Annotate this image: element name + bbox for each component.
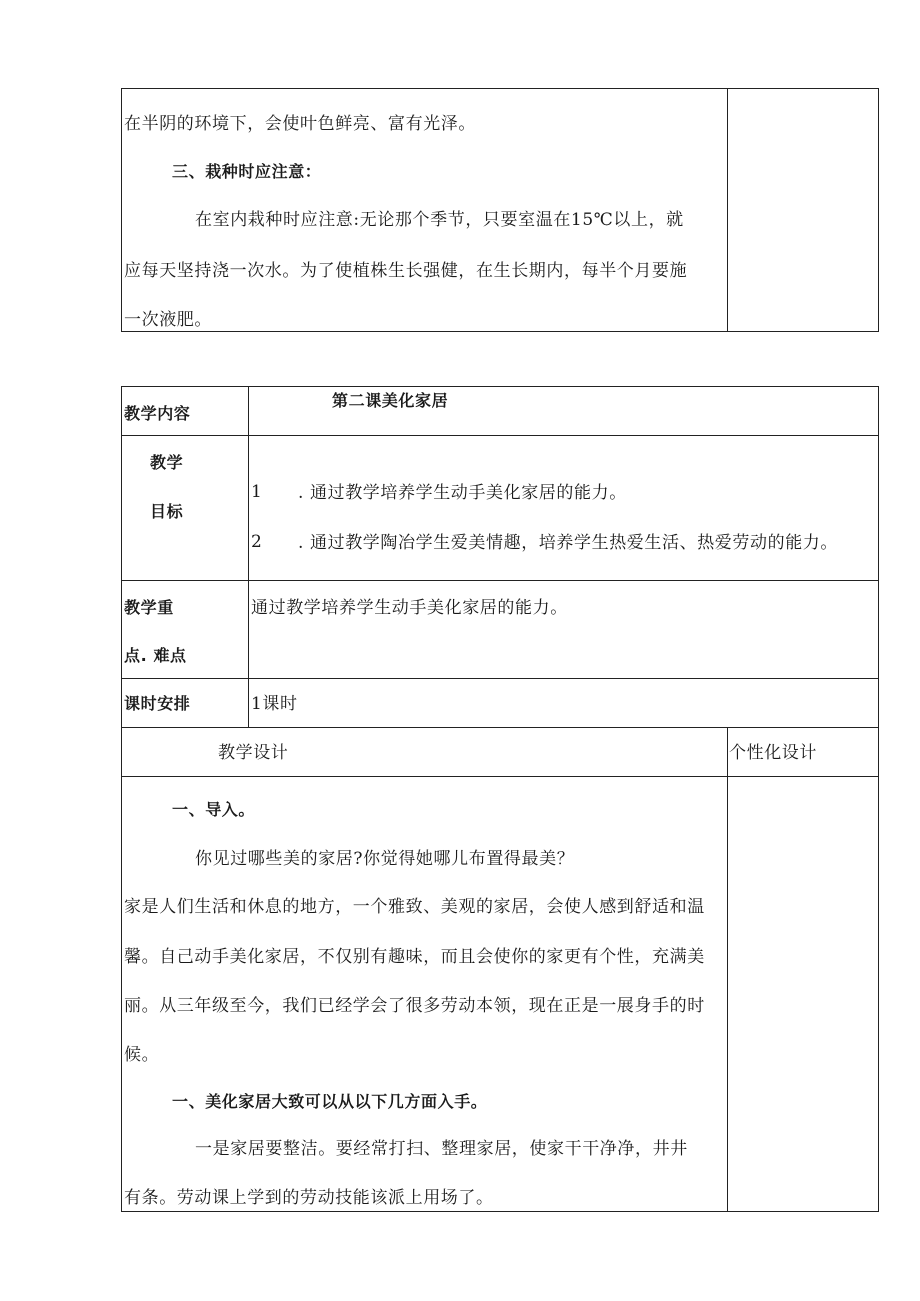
row-divider <box>121 678 879 679</box>
row-divider <box>121 435 879 436</box>
row-divider <box>121 776 879 777</box>
lesson-plan-table <box>121 386 879 1212</box>
section-line-2: 有条。劳动课上学到的劳动技能该派上用场了。 <box>124 1188 494 1208</box>
intro-heading: 一、导入。 <box>172 800 256 819</box>
keypoints-label-line-2: 点. 难点 <box>124 646 187 665</box>
intro-question: 你见过哪些美的家居?你觉得她哪儿布置得最美？ <box>195 849 575 869</box>
hours-value: 1课时 <box>251 694 298 714</box>
personal-header: 个性化设计 <box>729 743 817 763</box>
keypoints-label-line-1: 教学重 <box>124 598 174 617</box>
keypoints-text: 通过教学培养学生动手美化家居的能力。 <box>251 598 568 618</box>
goal-1-number: 1 <box>251 482 263 502</box>
hours-label: 课时安排 <box>124 694 191 713</box>
personal-column-divider <box>727 727 728 1212</box>
goal-1-text: . 通过教学培养学生动手美化家居的能力。 <box>298 483 627 503</box>
table-continuation-divider <box>727 88 728 332</box>
row-divider <box>121 580 879 581</box>
continuation-line-5: 一次液肥。 <box>124 310 212 330</box>
intro-line-4: 候。 <box>124 1045 160 1065</box>
intro-line-1: 家是人们生活和休息的地方，一个雅致、美观的家居，会使人感到舒适和温 <box>124 897 705 917</box>
continuation-line-4: 应每天坚持浇一次水。为了使植株生长强健，在生长期内，每半个月要施 <box>124 261 688 281</box>
intro-line-3: 丽。从三年级至今，我们已经学会了很多劳动本领，现在正是一展身手的时 <box>124 996 705 1016</box>
continuation-line-1: 在半阴的环境下，会使叶色鲜亮、富有光泽。 <box>124 114 476 134</box>
lesson-title: 第二课美化家居 <box>332 391 449 410</box>
intro-line-2: 馨。自己动手美化家居，不仅别有趣味，而且会使你的家更有个性，充满美 <box>124 947 705 967</box>
goals-label-line-2: 目标 <box>150 502 184 521</box>
content-label: 教学内容 <box>124 404 191 423</box>
label-column-divider <box>248 386 249 728</box>
planting-notes-heading: 三、栽种时应注意： <box>172 162 322 181</box>
section-line-1: 一是家居要整洁。要经常打扫、整理家居，使家干干净净，井井 <box>195 1139 688 1159</box>
goal-2-number: 2 <box>251 532 263 552</box>
goal-2-text: . 通过教学陶冶学生爱美情趣，培养学生热爱生活、热爱劳动的能力。 <box>298 533 839 553</box>
row-divider <box>121 727 879 728</box>
section-heading: 一、美化家居大致可以从以下几方面入手。 <box>172 1092 488 1111</box>
design-header: 教学设计 <box>218 743 289 763</box>
continuation-line-3: 在室内栽种时应注意:无论那个季节，只要室温在15℃以上，就 <box>195 210 684 230</box>
goals-label-line-1: 教学 <box>150 453 184 472</box>
